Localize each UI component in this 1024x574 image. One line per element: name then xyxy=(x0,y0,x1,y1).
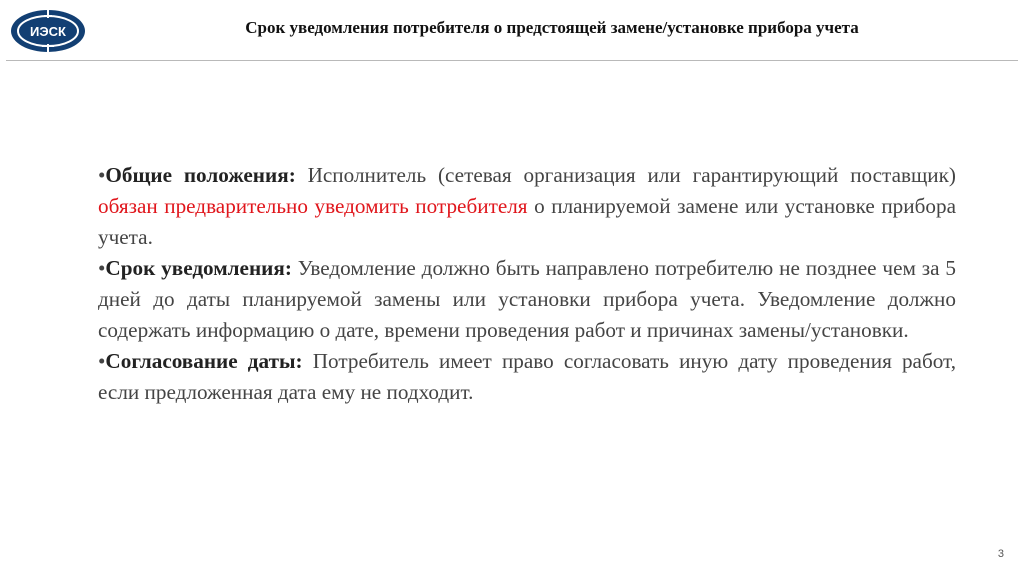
bullet-text: Исполнитель (сетевая организация или гарантирующий поставщик) xyxy=(295,163,956,187)
bullet-marker: • xyxy=(98,349,106,373)
slide-title: Срок уведомления потребителя о предстоящей замене/установке прибора учета xyxy=(245,18,859,37)
bullet-lead: Срок уведомления: xyxy=(105,256,292,280)
bullet-text: Потребитель имеет право согласовать иную дату проведения работ, если предложенная дата ему не подходит. xyxy=(98,349,957,404)
bullet-lead: Согласование даты: xyxy=(105,349,303,373)
bullet-text: Уведомление должно быть направлено потребителю не позднее чем за 5 дней до даты планируемой замены или установки прибора учета. Уведомление должно содержать информацию о дате, времени проведения работ и причинах замены/установки. xyxy=(98,256,956,342)
header-divider xyxy=(6,60,1018,61)
slide-body xyxy=(98,160,956,408)
bullet-marker: • xyxy=(98,256,106,280)
highlighted-text: обязан предварительно уведомить потребителя xyxy=(98,194,528,218)
isk-company-logo-icon xyxy=(8,6,88,56)
bullet-date-agreement xyxy=(98,346,956,408)
slide-header xyxy=(0,0,1024,62)
logo-text: ИЭСК xyxy=(30,24,66,39)
bullet-text: о планируемой замене или установке прибора учета. xyxy=(98,194,956,249)
bullet-general-provisions xyxy=(98,160,956,253)
bullet-lead: Общие положения: xyxy=(105,163,296,187)
page-number: 3 xyxy=(997,548,1004,560)
bullet-marker: • xyxy=(98,163,106,187)
bullet-notification-deadline xyxy=(98,253,956,346)
